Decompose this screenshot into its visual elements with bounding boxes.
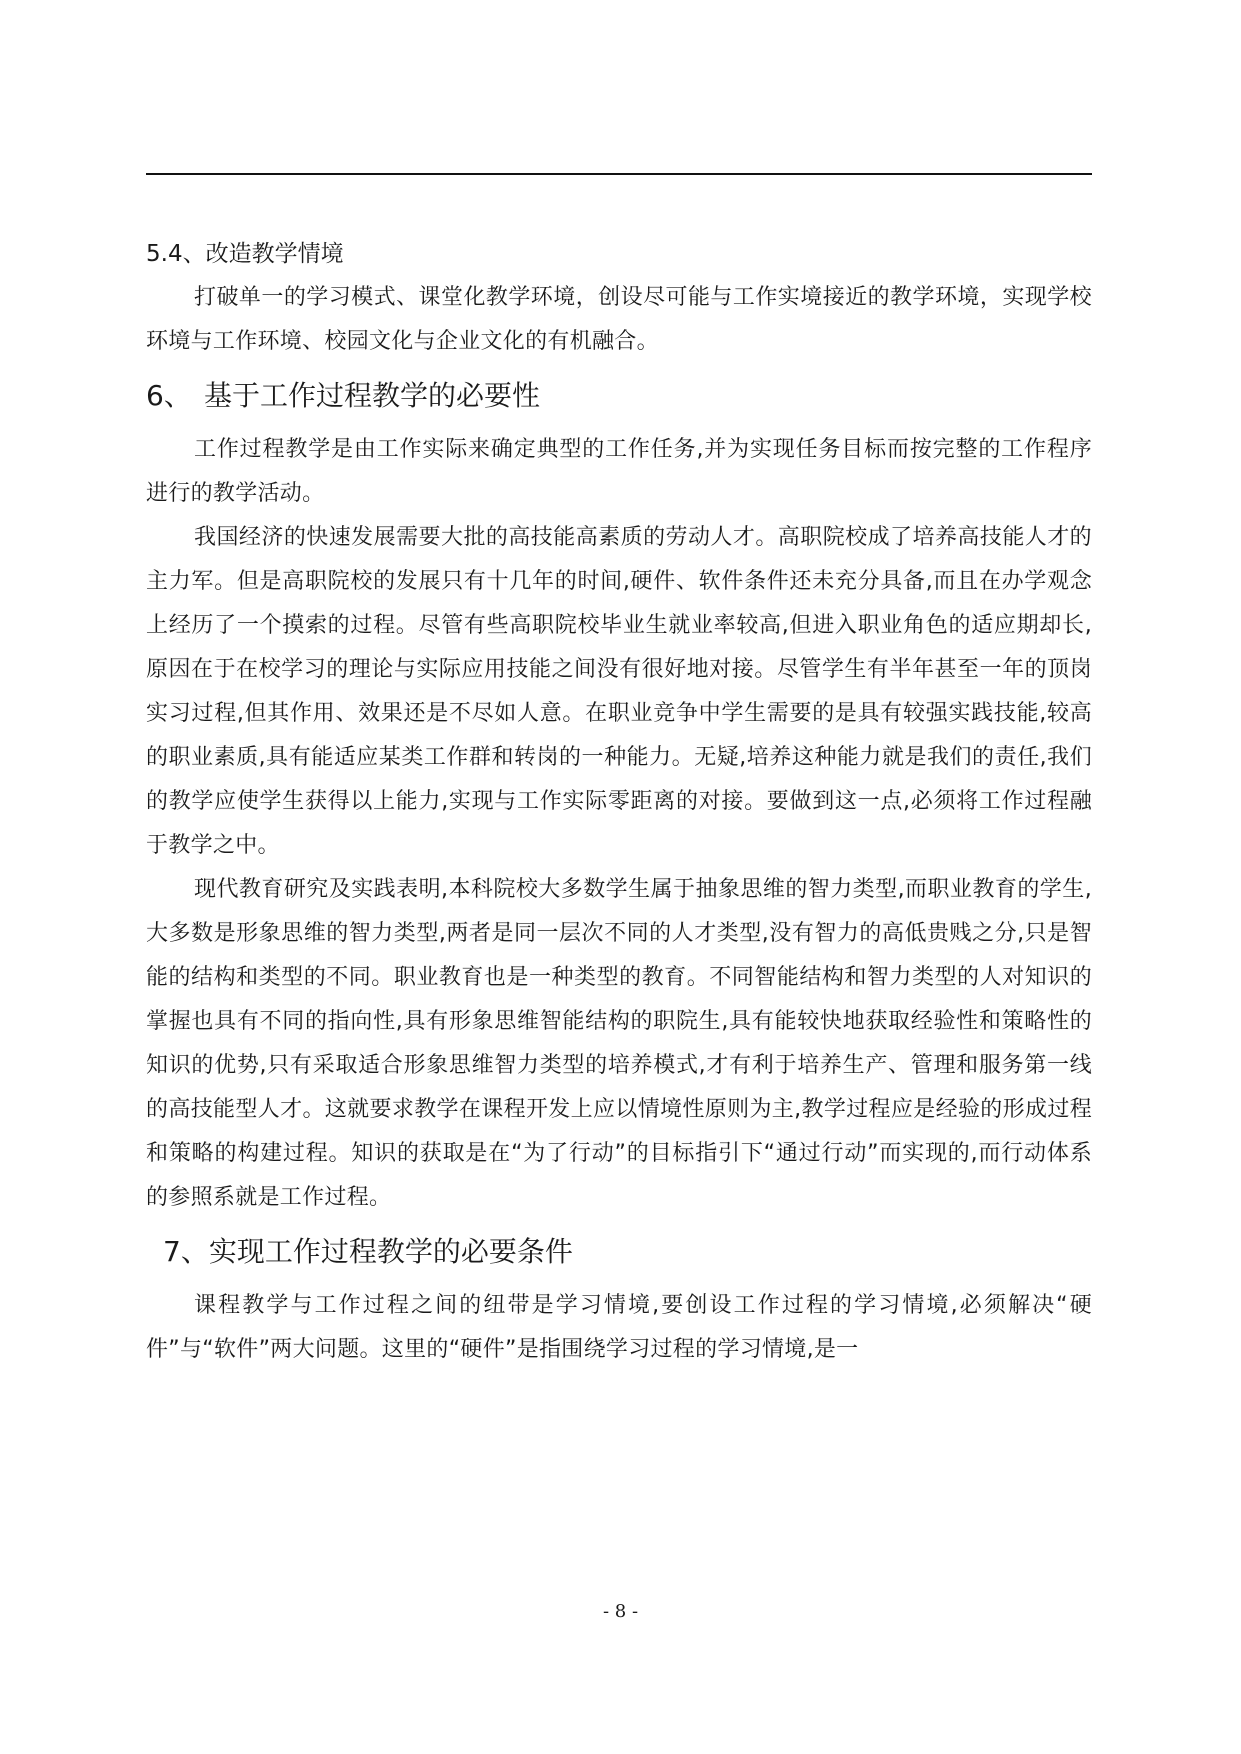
document-body	[146, 232, 1092, 1372]
section-5-4-title: 5.4、改造教学情境	[146, 241, 344, 267]
header-rule	[146, 173, 1092, 175]
section-6-paragraph-1: 工作过程教学是由工作实际来确定典型的工作任务,并为实现任务目标而按完整的工作程序进行的教学活动。	[146, 437, 1092, 506]
section-5-4-paragraph: 打破单一的学习模式、课堂化教学环境，创设尽可能与工作实境接近的教学环境，实现学校环境与工作环境、校园文化与企业文化的有机融合。	[146, 285, 1092, 354]
section-6-paragraph-2: 我国经济的快速发展需要大批的高技能高素质的劳动人才。高职院校成了培养高技能人才的主力军。但是高职院校的发展只有十几年的时间,硬件、软件条件还未充分具备,而且在办学观念上经历了一个摸索的过程。尽管有些高职院校毕业生就业率较高,但进入职业角色的适应期却长,原因在于在校学习的理论与实际应用技能之间没有很好地对接。尽管学生有半年甚至一年的顶岗实习过程,但其作用、效果还是不尽如人意。在职业竞争中学生需要的是具有较强实践技能,较高的职业素质,具有能适应某类工作群和转岗的一种能力。无疑,培养这种能力就是我们的责任,我们的教学应使学生获得以上能力,实现与工作实际零距离的对接。要做到这一点,必须将工作过程融于教学之中。	[146, 525, 1092, 858]
section-6-title: 基于工作过程教学的必要性	[204, 379, 541, 412]
section-6-number: 6、	[146, 379, 192, 412]
section-6-paragraph-3: 现代教育研究及实践表明,本科院校大多数学生属于抽象思维的智力类型,而职业教育的学生,大多数是形象思维的智力类型,两者是同一层次不同的人才类型,没有智力的高低贵贱之分,只是智能的结构和类型的不同。职业教育也是一种类型的教育。不同智能结构和智力类型的人对知识的掌握也具有不同的指向性,具有形象思维智能结构的职院生,具有能较快地获取经验性和策略性的知识的优势,只有采取适合形象思维智力类型的培养模式,才有利于培养生产、管理和服务第一线的高技能型人才。这就要求教学在课程开发上应以情境性原则为主,教学过程应是经验的形成过程和策略的构建过程。知识的获取是在“为了行动”的目标指引下“通过行动”而实现的,而行动体系的参照系就是工作过程。	[146, 877, 1092, 1210]
section-6-heading	[146, 376, 1092, 416]
section-7-paragraph-1: 课程教学与工作过程之间的纽带是学习情境,要创设工作过程的学习情境,必须解决“硬件”与“软件”两大问题。这里的“硬件”是指围绕学习过程的学习情境,是一	[146, 1293, 1092, 1362]
page-number: - 8 -	[602, 1601, 639, 1622]
section-7-heading: 7、实现工作过程教学的必要条件	[163, 1235, 573, 1268]
